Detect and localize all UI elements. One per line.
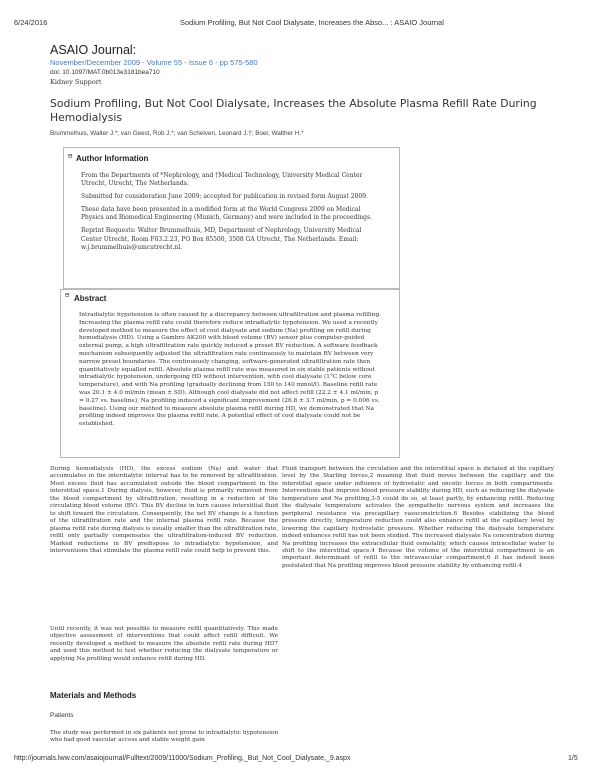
print-date: 6/24/2016	[14, 18, 48, 27]
article-title: Sodium Profiling, But Not Cool Dialysate, Increases the Absolute Plasma Refill Rate During Hemodialysis	[50, 97, 537, 124]
section-heading-methods: Materials and Methods	[50, 691, 137, 700]
author-info-panel	[63, 147, 400, 289]
abstract-text: Intradialytic hypotension is often caused by a discrepancy between ultrafiltration and plasma refilling. Increasing the plasma refill rate could therefore reduce intradialytic hypotension. We used a recently developed method to measure the effect of cool dialysate and sodium (Na) profiling on refill during hemodialysis (HD). Using a Gambro AK200 with blood volume (BV) sensor plus computer-guided external pump, a high ultrafiltration rate quickly induced a preset BV reduction. A software feedback mechanism subsequently adjusted the ultrafiltration rate continuously to maintain BV between very narrow preset boundaries. The continuously changing, software-generated ultrafiltration rate then quantitatively equalled refill. Absolute plasma refill rate was measured in six stable patients without intradialytic hypotension, undergoing HD without intervention, with cool dialysate (1°C below core temperature), and with Na profiling (gradually declining from 150 to 140 mmol/l). Baseline refill rate was 20.1 ± 4.0 ml/min (mean ± SD). Although cool dialysate did not affect refill (22.2 ± 4.1 ml/min, p = 0.27 vs. baseline), Na profiling induced a significant improvement (26.8 ± 3.7 ml/min, p = 0.006 vs. baseline). Using our method to measure absolute plasma refill during HD, we demonstrated that Na profiling indeed improves the plasma refill rate. A potential effect of cool dialysate could not be established.	[79, 312, 382, 428]
author-presented: These data have been presented in a modified form at the World Congress 2009 on Medical Physics and Biomedical Engineering (Munich, Germany) and were included in the proceedings.	[81, 206, 372, 222]
subsection-patients: Patients	[50, 712, 74, 719]
abstract-collapse-icon[interactable]: ⊟	[65, 292, 70, 300]
print-page-number: 1/5	[568, 755, 578, 762]
article-doi: doi: 10.1097/MAT.0b013e3181bea710	[50, 69, 160, 76]
print-url[interactable]: http://journals.lww.com/asaiojournal/Fulltext/2009/11000/Sodium_Profiling,_But_Not_Cool_Dialysate,_9.aspx	[14, 755, 351, 762]
body-intro-paragraph-2: Until recently, it was not possible to measure refill quantitatively. This made objective assessment of interventions that could affect refill difficult. We recently developed a method to measure the absolute refill rate during HD7 and used this method to test whether reducing the dialysate temperature or applying Na profiling would enhance refill during HD.	[50, 626, 278, 662]
article-authors[interactable]: Brummelhuis, Walter J.*; van Geest, Rob J.*; van Schelven, Leonard J.†; Boer, Walther H.*	[50, 130, 304, 137]
print-page-title: Sodium Profiling, But Not Cool Dialysate, Increases the Abso... : ASAIO Journal	[180, 18, 444, 27]
article-category: Kidney Support	[50, 78, 102, 86]
abstract-panel	[60, 289, 400, 458]
abstract-heading[interactable]: Abstract	[74, 294, 107, 303]
author-reprint: Reprint Requests: Walter Brummelhuis, MD, Department of Nephrology, University Medical Center Utrecht, Room F03.2.23, PO Box 85500, 3508 GA Utrecht, The Netherlands. Email: w.j.brummelhuis@umcutrecht.nl.	[81, 227, 362, 251]
body-intro-paragraph-right: Fluid transport between the circulation and the interstitial space is dictated at the capillary level by the Starling forces,2 meaning that fluid moves between the capillary and the interstitial space under influence of hydrostatic and oncotic forces in both compartments. Interventions that improve blood pressure stability during HD, such as reducing the dialysate temperature and Na profiling,3-5 could do so, at least partly, by enhancing refill. Reducing the dialysate temperature activates the sympathetic nervous system and increases the peripheral resistance via precapillary vasoconstriction.6 Besides stabilizing the blood pressure directly, temperature reduction could also enhance refill at the capillary level by lowering the capillary hydrostatic pressure. Whether reducing the dialysate temperature indeed enhances refill has not been studied. The increased dialysate Na concentration during Na profiling increases the extracellular fluid osmolality, which causes intracellular water to shift to the interstitial space.4 Because the volume of the interstitial compartment is an important determinant of refill to the intravascular compartment,6 it has indeed been postulated that Na profiling improves blood pressure stability by enhancing refill.4	[282, 466, 554, 569]
journal-name[interactable]: ASAIO Journal:	[50, 43, 137, 57]
author-submission: Submitted for consideration June 2009; accepted for publication in revised form August 2009.	[81, 193, 368, 201]
author-info-body	[81, 172, 381, 257]
body-intro-paragraph-1: During hemodialysis (HD), the excess sodium (Na) and water that accumulates in the interdialytic interval has to be removed by ultrafiltration. Most excess fluid has accumulated outside the blood compartment in the interstitial space.1 During dialysis, however, fluid is primarily removed from the blood compartment by ultrafiltration, resulting in a reduction of the circulating blood volume (BV). This BV decline in turn causes interstitial fluid to shift toward the circulation. Consequently, the net BV change is a function of the ultrafiltration rate and the internal plasma refill rate. Because the plasma refill rate during dialysis is usually smaller than the ultrafiltration rate, refill only partially compensates the ultrafiltration-induced BV reduction. Marked reductions in BV predispose to intradialytic hypotension, and interventions that stimulate the plasma refill rate could help to prevent this.	[50, 466, 279, 554]
journal-issue[interactable]: November/December 2009 - Volume 55 - Issue 6 - pp 575-580	[50, 58, 258, 67]
author-info-collapse-icon[interactable]: ⊟	[68, 153, 73, 161]
author-affiliation: From the Departments of *Nephrology, and †Medical Technology, University Medical Center Utrecht, Utrecht, The Netherlands.	[81, 172, 363, 188]
author-info-heading[interactable]: Author Information	[76, 154, 149, 163]
patients-text: The study was performed in six patients not prone to intradialytic hypotension who had good vascular access and stable weight gain	[50, 730, 278, 744]
